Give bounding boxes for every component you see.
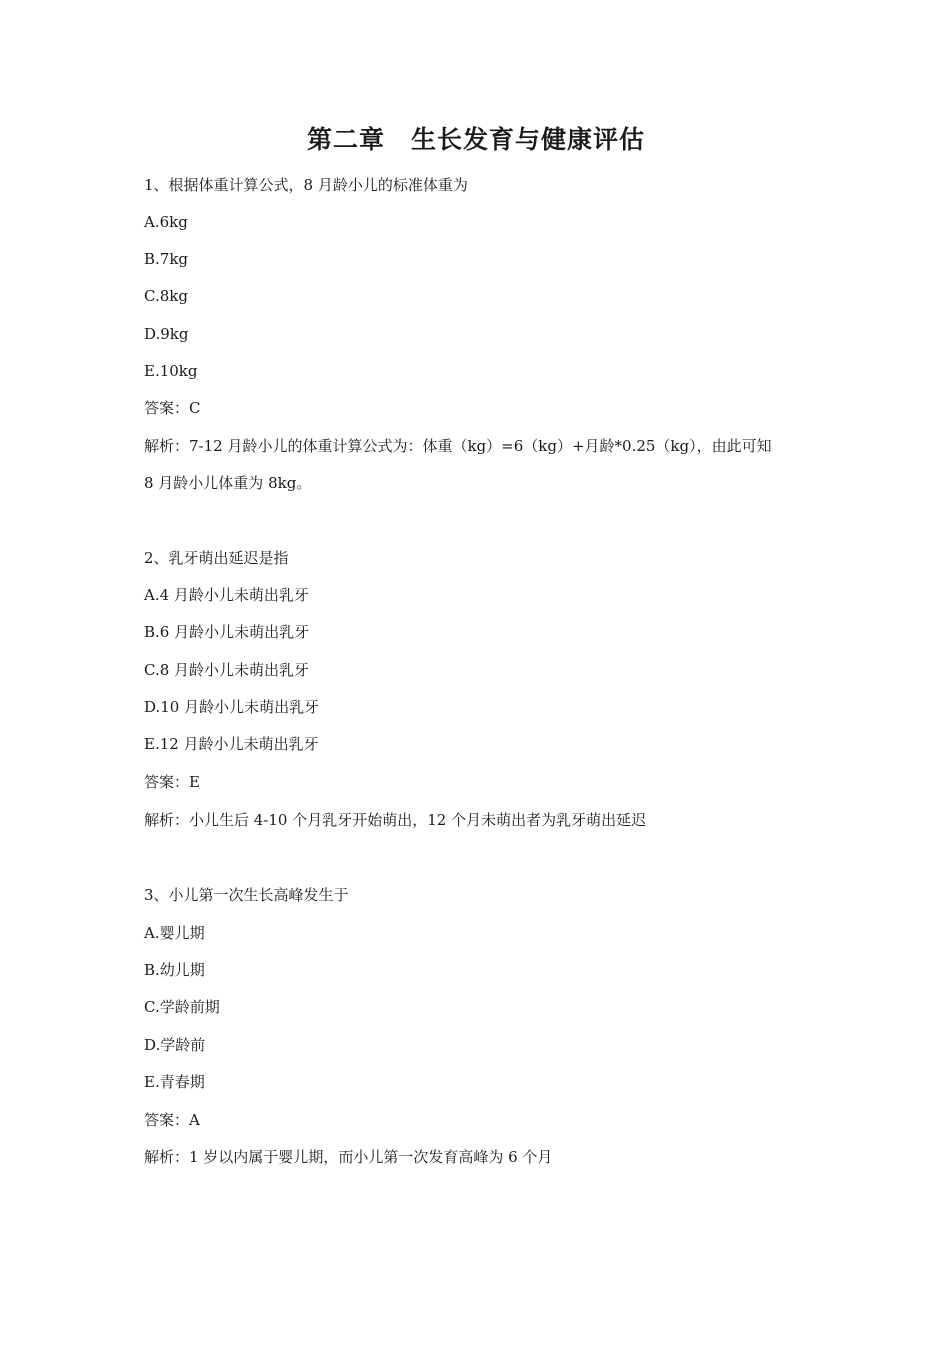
answer: 答案：A bbox=[144, 1111, 200, 1129]
option-c: C.8kg bbox=[144, 287, 188, 305]
analysis-line: 解析：1 岁以内属于婴儿期，而小儿第一次发育高峰为 6 个月 bbox=[144, 1148, 553, 1166]
option-a: A.6kg bbox=[144, 213, 188, 231]
analysis-line: 解析：小儿生后 4-10 个月乳牙开始萌出，12 个月未萌出者为乳牙萌出延迟 bbox=[144, 811, 647, 829]
option-d: D.学龄前 bbox=[144, 1036, 206, 1054]
option-a: A.婴儿期 bbox=[144, 924, 205, 942]
option-c: C.8 月龄小儿未萌出乳牙 bbox=[144, 661, 310, 679]
option-a: A.4 月龄小儿未萌出乳牙 bbox=[144, 586, 309, 604]
chapter-title: 第二章 生长发育与健康评估 bbox=[306, 125, 645, 154]
answer: 答案：E bbox=[144, 773, 200, 791]
question-stem: 1、根据体重计算公式，8 月龄小儿的标准体重为 bbox=[144, 176, 468, 194]
option-e: E.10kg bbox=[144, 362, 198, 380]
option-b: B.7kg bbox=[144, 250, 189, 268]
option-e: E.青春期 bbox=[144, 1073, 205, 1091]
option-b: B.幼儿期 bbox=[144, 961, 205, 979]
question-stem: 3、小儿第一次生长高峰发生于 bbox=[144, 886, 349, 904]
option-b: B.6 月龄小儿未萌出乳牙 bbox=[144, 623, 310, 641]
option-c: C.学龄前期 bbox=[144, 998, 220, 1016]
question-stem: 2、乳牙萌出延迟是指 bbox=[144, 549, 289, 567]
option-d: D.10 月龄小儿未萌出乳牙 bbox=[144, 698, 320, 716]
analysis-line: 8 月龄小儿体重为 8kg。 bbox=[144, 474, 312, 492]
analysis-line: 解析：7-12 月龄小儿的体重计算公式为：体重（kg）=6（kg）+月龄*0.25（kg），由此可知 bbox=[144, 437, 772, 455]
option-e: E.12 月龄小儿未萌出乳牙 bbox=[144, 735, 319, 753]
option-d: D.9kg bbox=[144, 325, 189, 343]
answer: 答案：C bbox=[144, 399, 201, 417]
